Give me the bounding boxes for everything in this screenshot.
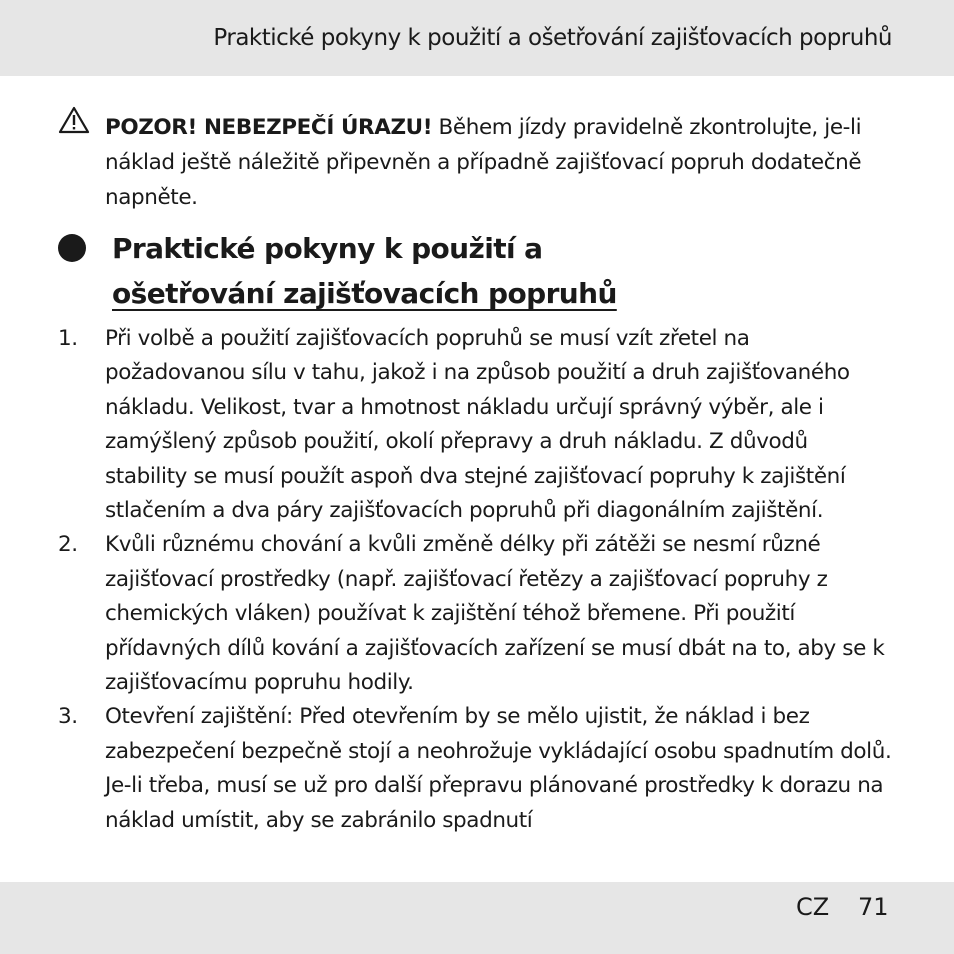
section-heading-line-1: Praktické pokyny k použití a [112, 232, 543, 265]
list-item-text: Otevření zajištění: Před otevřením by se mělo ujistit, že náklad i bez zabezpečení bezpečně stojí a neohrožuje vykládající osobu spadnutím dolů. Je-li třeba, musí se už pro další přepravu plánované prostředky k dorazu na náklad umístit, aby se zabránilo spadnutí [105, 704, 892, 833]
bullet-dot-icon [58, 234, 86, 262]
warning-text: Během jízdy pravidelně zkontrolujte, je-li náklad ještě náležitě připevněn a případně zajišťovací popruh dodatečně napněte. [105, 115, 862, 210]
list-item-text: Kvůli různému chování a kvůli změně délky při zátěži se nesmí různé zajišťovací prostředky (např. zajišťovací řetězy a zajišťovací popruhy z chemických vláken) používat k zajištění téhož břemene. Při použití přídavných dílů kování a zajišťovacích zařízení se musí dbát na to, aby se k zajišťovacímu popruhu hodily. [105, 532, 885, 696]
warning-triangle-icon [58, 106, 90, 134]
list-item [0, 528, 895, 700]
list-item-number: 3. [58, 704, 78, 730]
section-heading [112, 226, 912, 316]
list-item-number: 2. [58, 532, 78, 558]
numbered-list [0, 322, 954, 838]
warning-label: POZOR! NEBEZPEČÍ ÚRAZU! [105, 115, 433, 140]
list-item-number: 1. [58, 326, 78, 351]
page-header [0, 0, 954, 76]
footer-language-code: CZ [796, 893, 830, 921]
warning-paragraph [105, 110, 905, 215]
list-item [0, 700, 895, 838]
list-item-text: Při volbě a použití zajišťovacích popruhů se musí vzít zřetel na požadovanou sílu v tahu, jakož i na způsob použití a druh zajišťovaného nákladu. Velikost, tvar a hmotnost nákladu určují správný výběr, ale i zamýšlený způsob použití, okolí přepravy a druh nákladu. Z důvodů stability se musí použít aspoň dva stejné zajišťovací popruhy k zajištění stlačením a dva páry zajišťovacích popruhů při diagonálním zajištění. [105, 326, 850, 524]
header-title: Praktické pokyny k použití a ošetřování zajišťovacích popruhů [213, 25, 892, 51]
footer-page-number: 71 [858, 893, 889, 921]
list-item [0, 322, 895, 528]
section-heading-line-2: ošetřování zajišťovacích popruhů [112, 277, 617, 310]
